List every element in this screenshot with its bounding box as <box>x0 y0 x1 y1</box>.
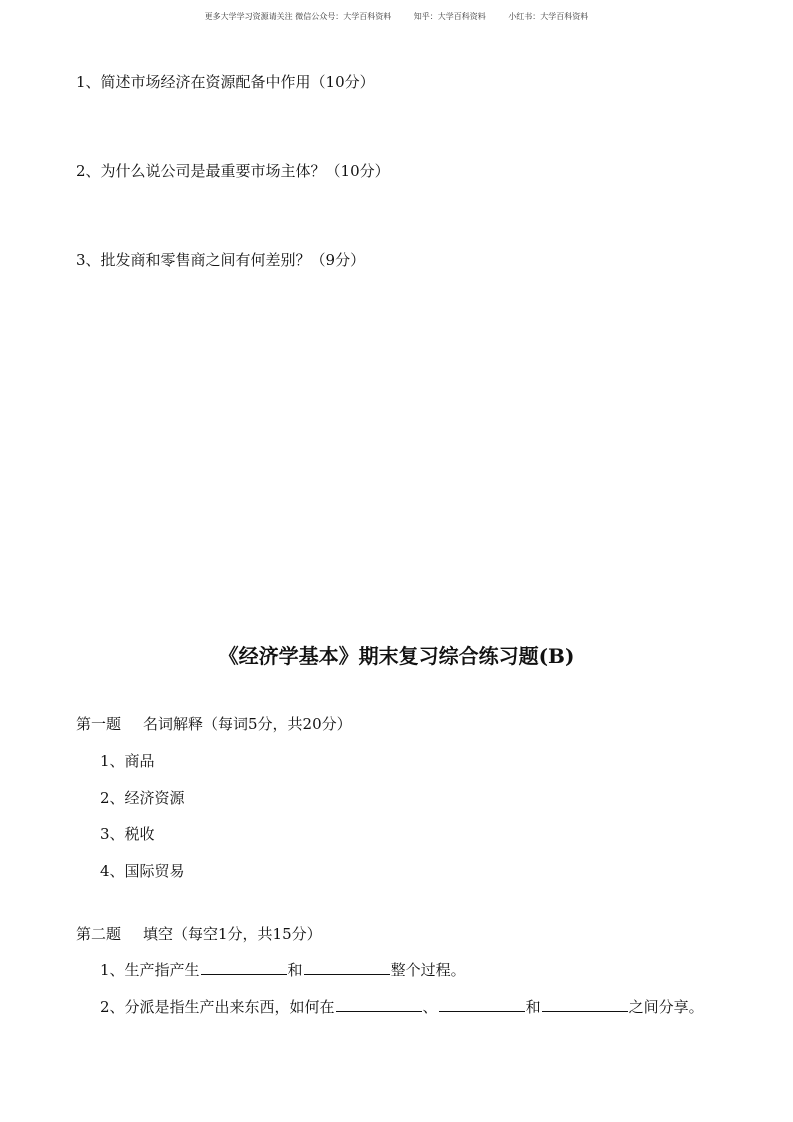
section-2-name: 第二题 <box>76 925 122 943</box>
short-answer-question-1: 1、简述市场经济在资源配备中作用（10分） <box>76 73 375 91</box>
term-item-3: 3、税收 <box>100 825 155 843</box>
section-1-name: 第一题 <box>76 715 122 733</box>
header-wechat-note: 更多大学学习资源请关注 微信公众号：大学百科资料 <box>204 12 392 21</box>
section-1-description: 名词解释（每词5分，共20分） <box>143 715 352 733</box>
section-1-heading <box>76 713 352 734</box>
fill-blank-1-text-b: 和 <box>287 961 303 979</box>
fill-blank-2-text-c: 和 <box>525 998 541 1016</box>
fill-blank-item-2 <box>100 996 704 1017</box>
fill-blank-2-text-d: 之间分享。 <box>628 998 704 1016</box>
fill-blank-1-text-c: 整个过程。 <box>390 961 466 979</box>
term-item-1: 1、商品 <box>100 752 155 770</box>
fill-blank-2-blank-1[interactable] <box>336 996 422 1012</box>
fill-blank-2-blank-2[interactable] <box>439 996 525 1012</box>
section-2-heading <box>76 923 322 944</box>
page-header <box>0 11 793 22</box>
header-zhihu-note: 知乎：大学百科资料 <box>413 12 486 21</box>
fill-blank-2-text-b: 、 <box>422 998 438 1016</box>
short-answer-question-2: 2、为什么说公司是最重要市场主体？（10分） <box>76 162 390 180</box>
fill-blank-2-blank-3[interactable] <box>542 996 628 1012</box>
section-2-description: 填空（每空1分，共15分） <box>143 925 322 943</box>
fill-blank-1-blank-1[interactable] <box>201 959 287 975</box>
term-item-4: 4、国际贸易 <box>100 862 185 880</box>
fill-blank-2-text-a: 2、分派是指生产出来东西，如何在 <box>100 998 335 1016</box>
short-answer-question-3: 3、批发商和零售商之间有何差别？（9分） <box>76 251 366 269</box>
fill-blank-1-blank-2[interactable] <box>304 959 390 975</box>
exam-title: 《经济学基本》期末复习综合练习题(B) <box>218 644 575 668</box>
fill-blank-1-text-a: 1、生产指产生 <box>100 961 200 979</box>
fill-blank-item-1 <box>100 959 466 980</box>
header-xiaohongshu-note: 小红书：大学百科资料 <box>508 12 589 21</box>
term-item-2: 2、经济资源 <box>100 789 185 807</box>
